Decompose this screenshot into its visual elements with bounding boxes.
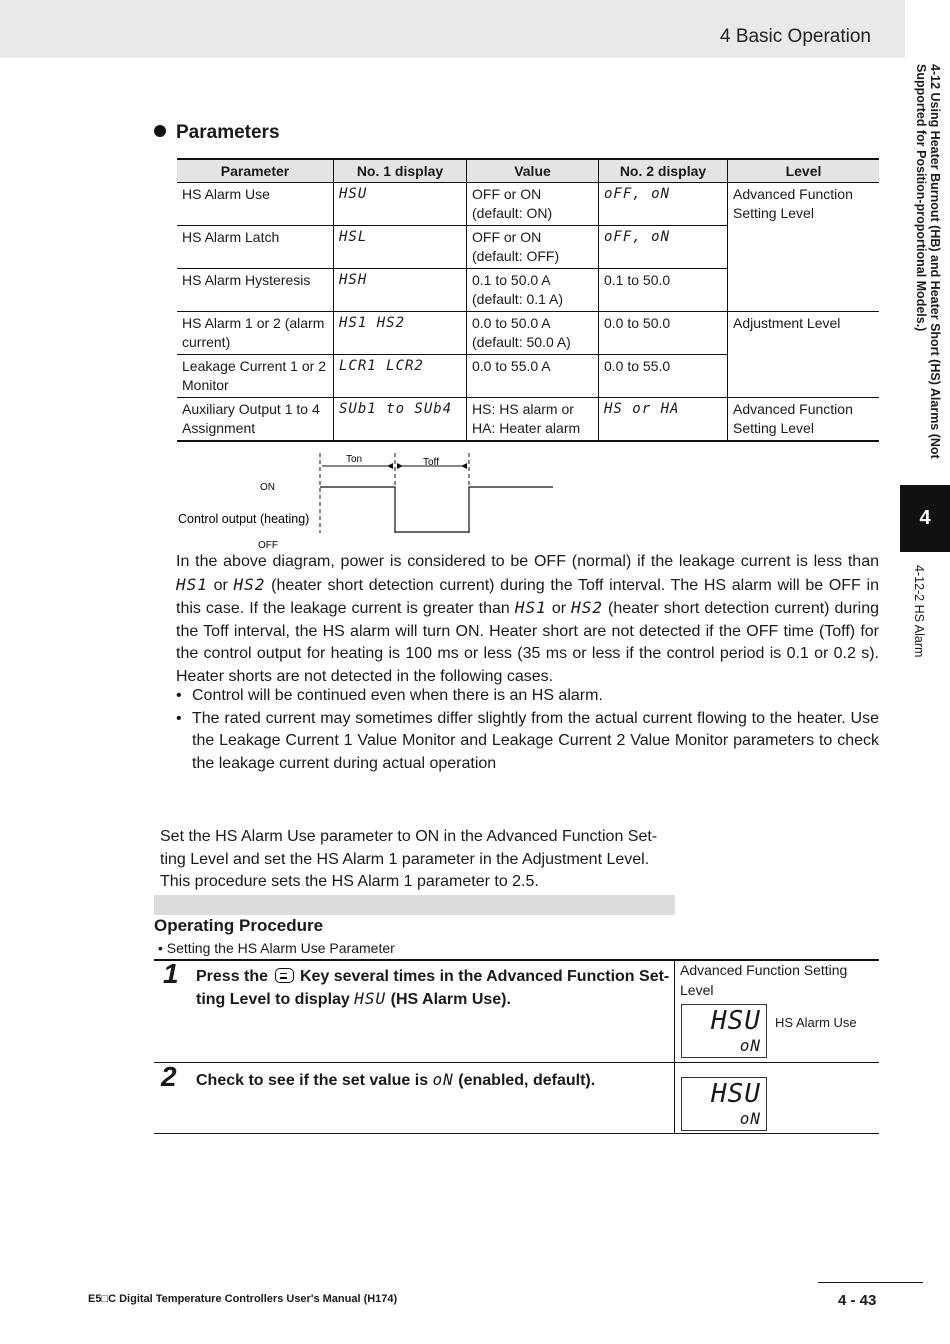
procedure-header-bar <box>154 895 675 915</box>
col-header-parameter: Parameter <box>177 159 334 183</box>
signal-label: Control output (heating) <box>178 512 310 526</box>
explanation-paragraph <box>176 551 879 688</box>
cell-display1: HS1 HS2 <box>334 312 467 355</box>
mode-key-icon <box>275 968 294 983</box>
hs1-code: HS1 <box>176 574 208 594</box>
cell-level <box>728 226 880 269</box>
side-subsection-title: 4-12-2 HS Alarm <box>912 565 926 658</box>
cell-level <box>728 269 880 312</box>
side-section-title: 4-12 Using Heater Burnout (HB) and Heater Short (HS) Alarms (Not Supported for Position-proportional Models.) <box>914 64 942 459</box>
list-item: • The rated current may sometimes differ slightly from the actual current flowing to the heater. Use the Leakage Current 1 Value Monitor and Leakage Current 2 Value Monitor parameters to check the leakage current during actual operation <box>176 708 879 776</box>
on-code: oN <box>432 1070 454 1089</box>
cell-display1: SUb1 to SUb4 <box>334 398 467 442</box>
off-label: OFF <box>258 540 278 551</box>
table-row <box>177 398 879 442</box>
text-run: In the above diagram, power is considered to be OFF (normal) if the leakage current is less than <box>176 553 879 570</box>
step-text <box>196 1069 670 1092</box>
divider <box>154 1133 879 1134</box>
output-waveform <box>320 487 553 532</box>
ton-label: Ton <box>346 454 363 465</box>
cell-display2: 0.0 to 55.0 <box>599 355 728 398</box>
step-number: 1 <box>163 958 179 989</box>
step-text <box>196 966 670 1011</box>
display-caption: HS Alarm Use <box>775 1015 857 1030</box>
cell-value: 0.1 to 50.0 A (default: 0.1 A) <box>467 269 599 312</box>
text-run: Press the <box>196 968 269 985</box>
procedure-subheading: • Setting the HS Alarm Use Parameter <box>158 940 395 956</box>
table-row <box>177 312 879 355</box>
timing-diagram <box>170 448 570 553</box>
step-number: 2 <box>161 1061 177 1092</box>
cell-display1: HSH <box>334 269 467 312</box>
cell-display2: HS or HA <box>599 398 728 442</box>
display-top-value: HSU <box>711 1006 761 1036</box>
text-run: (heater short detection current) during the Toff interval, the HS alarm will turn ON. Heater short are not detected if the OFF time (Toff) for the control output for heating is 100 ms or less (35 ms or less if the control period is 0.1 or 0.2 s). Heater shorts are not detected in the following cases. <box>176 600 879 685</box>
cell-parameter: Auxiliary Output 1 to 4 Assignment <box>177 398 334 442</box>
table-row <box>177 226 879 269</box>
cell-parameter: HS Alarm Use <box>182 186 270 202</box>
procedure-heading: Operating Procedure <box>154 916 324 935</box>
bullet-icon <box>154 125 166 137</box>
cell-display2: 0.1 to 50.0 <box>599 269 728 312</box>
cell-value: 0.0 to 50.0 A (default: 50.0 A) <box>467 312 599 355</box>
toff-label: Toff <box>423 457 439 468</box>
parameters-heading <box>154 122 280 144</box>
list-item: • Control will be continued even when there is an HS alarm. <box>176 685 879 708</box>
chapter-title: 4 Basic Operation <box>719 26 871 47</box>
cell-value: OFF or ON (default: ON) <box>467 183 599 226</box>
parameters-table <box>177 158 879 442</box>
page-number: 4 - 43 <box>838 1292 877 1309</box>
controller-display <box>681 1004 767 1058</box>
cell-parameter: HS Alarm Latch <box>177 226 334 269</box>
cell-display1: HSL <box>334 226 467 269</box>
display-bottom-value: oN <box>739 1109 761 1128</box>
chapter-number-tab: 4 <box>900 485 950 552</box>
procedure-intro: Set the HS Alarm Use parameter to ON in the Advanced Function Set-ting Level and set the HS Alarm 1 parameter in the Adjustment Level. This procedure sets the HS Alarm 1 parameter to 2.5. <box>160 828 658 890</box>
footer-manual-title: E5□C Digital Temperature Controllers User's Manual (H174) <box>88 1293 398 1305</box>
cell-level <box>728 355 880 398</box>
explanation-bullets <box>176 685 879 775</box>
cell-display2: 0.0 to 50.0 <box>599 312 728 355</box>
cell-value: OFF or ON (default: OFF) <box>467 226 599 269</box>
cell-level: Advanced Function Setting Level <box>728 183 880 226</box>
hs2-code: HS2 <box>233 574 266 594</box>
cell-level: Advanced Function Setting Level <box>728 398 880 442</box>
divider <box>154 1062 879 1063</box>
cell-display2: oFF, oN <box>599 226 728 269</box>
table-header-row <box>177 159 879 183</box>
table-row <box>177 183 879 226</box>
text-run: or <box>213 576 228 594</box>
cell-display2: oFF, oN <box>599 183 728 226</box>
cell-value: HS: HS alarm or HA: Heater alarm <box>467 398 599 442</box>
text-run: (heater short detection current) during the Toff interval. The HS alarm will be OFF in this case. If the leakage current is greater than <box>176 576 879 617</box>
col-header-display2: No. 2 display <box>599 159 728 183</box>
cell-display1: HSU <box>334 183 467 226</box>
cell-parameter: Leakage Current 1 or 2 Monitor <box>177 355 334 398</box>
col-header-display1: No. 1 display <box>334 159 467 183</box>
col-header-level: Level <box>728 159 880 183</box>
cell-display1: LCR1 LCR2 <box>334 355 467 398</box>
footer-rule <box>818 1282 923 1283</box>
text-run: (HS Alarm Use). <box>390 991 511 1008</box>
cell-parameter: HS Alarm Hysteresis <box>177 269 334 312</box>
col-header-value: Value <box>467 159 599 183</box>
parameters-heading-text: Parameters <box>176 122 280 143</box>
text-run: Check to see if the set value is <box>196 1072 429 1089</box>
display-bottom-value: oN <box>739 1036 761 1055</box>
text-run: or <box>551 600 567 617</box>
hs2-code: HS2 <box>571 598 603 617</box>
display-top-value: HSU <box>711 1079 761 1109</box>
table-row <box>177 269 879 312</box>
cell-parameter: HS Alarm 1 or 2 (alarm current) <box>177 312 334 355</box>
text-run: Key several times in the Advanced Function Set-ting Level to display <box>196 968 670 1008</box>
on-label: ON <box>260 482 275 493</box>
level-label: Advanced Function Setting Level <box>680 962 848 998</box>
hs1-code: HS1 <box>514 598 547 617</box>
table-row <box>177 355 879 398</box>
controller-display <box>681 1077 767 1131</box>
cell-level: Adjustment Level <box>728 312 880 355</box>
cell-value: 0.0 to 55.0 A <box>467 355 599 398</box>
hsu-code: HSU <box>354 989 387 1008</box>
text-run: (enabled, default). <box>458 1072 596 1089</box>
divider <box>674 961 675 1133</box>
